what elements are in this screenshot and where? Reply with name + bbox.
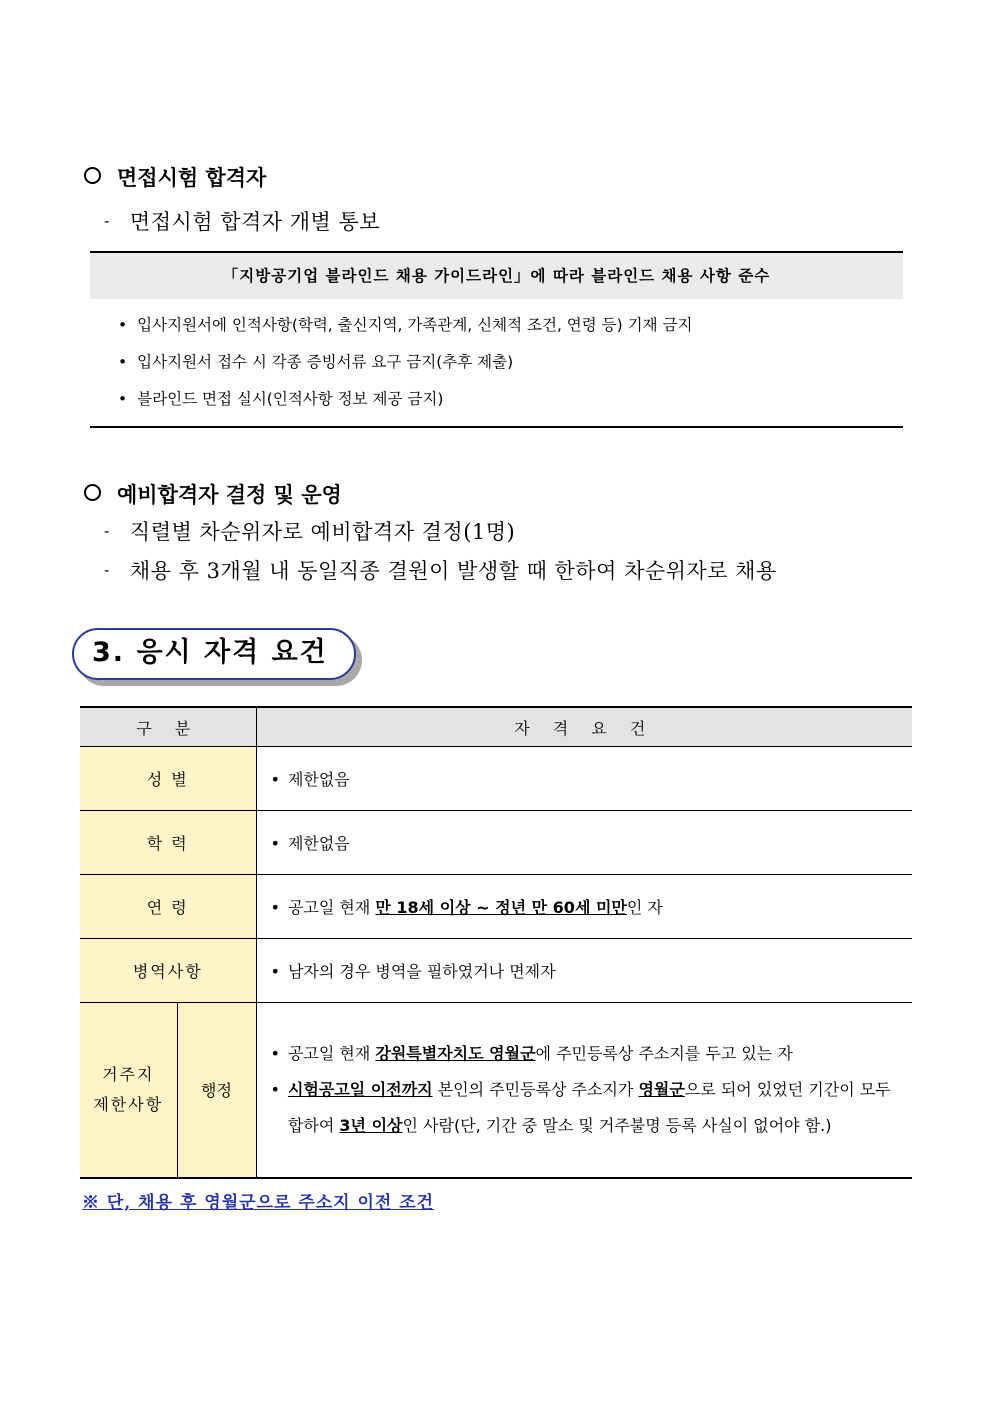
list-item: • 블라인드 면접 실시(인적사항 정보 제공 금지) — [118, 383, 903, 420]
table-row — [80, 875, 912, 939]
row-label: 거주지 제한사항 — [80, 1003, 177, 1178]
header-category: 구 분 — [80, 707, 256, 747]
bullet-icon: • — [270, 834, 280, 853]
row-label: 학 력 — [80, 811, 256, 875]
dash-bullet-icon: - — [104, 211, 110, 230]
reserve-item: - 채용 후 3개월 내 동일직종 결원이 발생할 때 한하여 차순위자로 채용 — [104, 559, 777, 583]
interview-heading: 면접시험 합격자 — [84, 162, 266, 192]
table-row — [80, 1003, 912, 1178]
table-row — [80, 939, 912, 1003]
reserve-item: - 직렬별 차순위자로 예비합격자 결정(1명) — [104, 520, 516, 544]
list-item: • 입사지원서 접수 시 각종 증빙서류 요구 금지(추후 제출) — [118, 346, 903, 383]
section-title-pill — [72, 628, 356, 680]
row-sublabel: 행정 — [177, 1003, 256, 1178]
bullet-icon: • — [270, 1079, 280, 1099]
bullet-icon: • — [118, 316, 128, 334]
row-content — [256, 1003, 912, 1178]
circle-bullet-icon — [84, 167, 101, 184]
dash-bullet-icon: - — [104, 521, 110, 540]
row-content: • 공고일 현재 만 18세 이상 ~ 정년 만 60세 미만인 자 — [256, 875, 912, 939]
bullet-icon: • — [118, 353, 128, 371]
table-row — [80, 747, 912, 811]
reserve-heading: 예비합격자 결정 및 운영 — [84, 479, 342, 509]
interview-item: - 면접시험 합격자 개별 통보 — [104, 210, 381, 234]
guideline-list — [118, 309, 903, 420]
table-row — [80, 811, 912, 875]
guideline-box — [90, 251, 903, 428]
row-content: • 제한없음 — [256, 747, 912, 811]
section-title: 3. 응시 자격 요건 — [92, 637, 328, 668]
residence-note: ※ 단, 채용 후 영월군으로 주소지 이전 조건 — [82, 1193, 435, 1213]
row-label: 병역사항 — [80, 939, 256, 1003]
residence-line-1: • 공고일 현재 강원특별자치도 영월군에 주민등록상 주소지를 두고 있는 자 — [271, 1036, 913, 1072]
header-requirement: 자 격 요 건 — [256, 707, 912, 747]
bullet-icon: • — [270, 898, 280, 917]
table-header-row — [80, 707, 912, 747]
list-item: • 입사지원서에 인적사항(학력, 출신지역, 가족관계, 신체적 조건, 연령 등) 기재 금지 — [118, 309, 903, 346]
qualification-table — [80, 706, 912, 1179]
circle-bullet-icon — [84, 484, 101, 501]
dash-bullet-icon: - — [104, 560, 110, 579]
guideline-title: 「지방공기업 블라인드 채용 가이드라인」에 따라 블라인드 채용 사항 준수 — [90, 253, 903, 299]
bullet-icon: • — [270, 962, 280, 981]
residence-line-2: • 시험공고일 이전까지 본인의 주민등록상 주소지가 영월군으로 되어 있었던 기간이 모두 합하여 3년 이상인 사람(단, 기간 중 말소 및 거주불명 등록 사실이 없어야 함.) — [271, 1072, 913, 1144]
row-label: 연 령 — [80, 875, 256, 939]
row-content: • 제한없음 — [256, 811, 912, 875]
bullet-icon: • — [270, 1043, 280, 1063]
bullet-icon: • — [118, 390, 128, 408]
row-content: • 남자의 경우 병역을 필하였거나 면제자 — [256, 939, 912, 1003]
row-label: 성 별 — [80, 747, 256, 811]
bullet-icon: • — [270, 770, 280, 789]
